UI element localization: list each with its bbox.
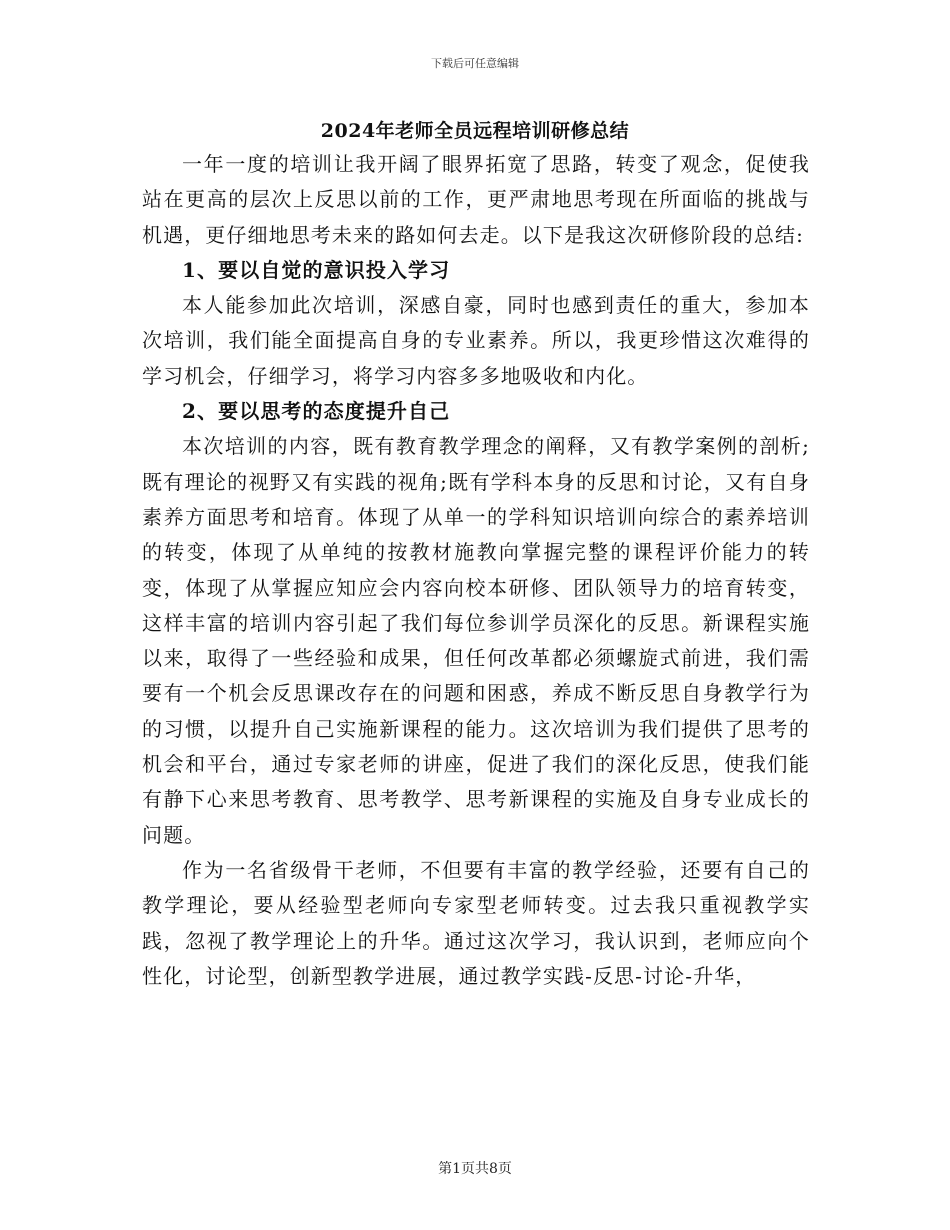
paragraph-section-2: 本次培训的内容，既有教育教学理念的阐释，又有教学案例的剖析;既有理论的视野又有实践的视角;既有学科本身的反思和讨论，又有自身素养方面思考和培育。体现了从单一的学科知识培训向综合的素养培训的转变，体现了从单纯的按教材施教向掌握完整的课程评价能力的转变，体现了从掌握应知应会内容向校本研修、团队领导力的培育转变，这样丰富的培训内容引起了我们每位参训学员深化的反思。新课程实施以来，取得了一些经验和成果，但任何改革都必须螺旋式前进，我们需要有一个机会反思课改存在的问题和困惑，养成不断反思自身教学行为的习惯，以提升自己实施新课程的能力。这次培训为我们提供了思考的机会和平台，通过专家老师的讲座，促进了我们的深化反思，使我们能有静下心来思考教育、思考教学、思考新课程的实施及自身专业成长的问题。	[142, 434, 810, 847]
paragraph-section-2-cont: 作为一名省级骨干老师，不但要有丰富的教学经验，还要有自己的教学理论，要从经验型老师向专家型老师转变。过去我只重视教学实践，忽视了教学理论上的升华。通过这次学习，我认识到，老师应向个性化，讨论型，创新型教学进展，通过教学实践-反思-讨论-升华，	[142, 857, 810, 988]
document-title: 2024年老师全员远程培训研修总结	[320, 120, 630, 142]
paragraph-section-1: 本人能参加此次培训，深感自豪，同时也感到责任的重大，参加本次培训，我们能全面提高自身的专业素养。所以，我更珍惜这次难得的学习机会，仔细学习，将学习内容多多地吸收和内化。	[142, 293, 810, 388]
page-footer: 第1页共8页	[438, 1161, 512, 1177]
header-note: 下载后可任意编辑	[431, 57, 519, 70]
paragraph-intro: 一年一度的培训让我开阔了眼界拓宽了思路，转变了观念，促使我站在更高的层次上反思以前的工作，更严肃地思考现在所面临的挑战与机遇，更仔细地思考未来的路如何去走。以下是我这次研修阶段的总结:	[142, 152, 810, 247]
document-body	[142, 147, 810, 994]
section-heading-1: 1、要以自觉的意识投入学习	[182, 257, 451, 282]
section-heading-2: 2、要以思考的态度提升自己	[182, 399, 451, 424]
